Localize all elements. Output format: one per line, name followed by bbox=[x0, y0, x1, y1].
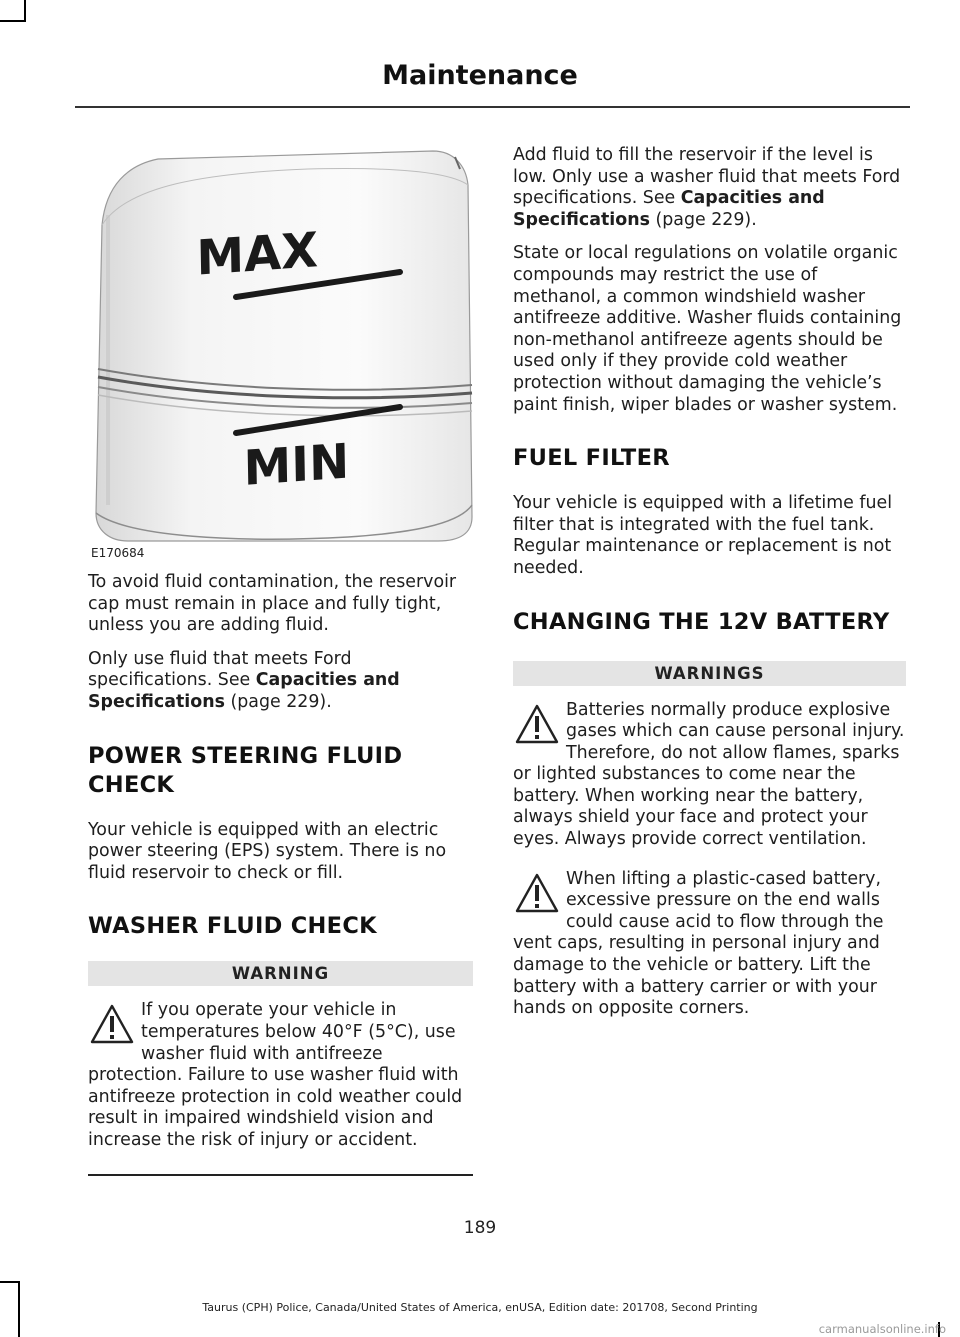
page-number: 189 bbox=[463, 1218, 497, 1238]
paragraph-reservoir-cap: To avoid fluid contamination, the reservoir cap must remain in place and fully tight, unless you are adding fluid. bbox=[88, 572, 457, 636]
min-label: MIN bbox=[243, 433, 350, 497]
footer-edition: Taurus (CPH) Police, Canada/United States of America, enUSA, Edition date: 201708, Second Printing bbox=[202, 1301, 758, 1314]
warning-triangle-icon bbox=[515, 872, 559, 914]
page-reference: (page 229). bbox=[224, 691, 332, 712]
paragraph-fluid-spec bbox=[88, 649, 473, 714]
paragraph-add-fluid bbox=[513, 145, 906, 231]
right-column bbox=[513, 145, 906, 1030]
warning-header: WARNING bbox=[88, 961, 473, 986]
crop-mark bbox=[0, 1281, 20, 1283]
max-label: MAX bbox=[195, 222, 319, 287]
warning-triangle-icon bbox=[515, 703, 559, 745]
page-header-title: Maintenance bbox=[382, 60, 578, 91]
heading-power-steering: POWER STEERING FLUID CHECK bbox=[88, 742, 403, 798]
paragraph-fuel-filter: Your vehicle is equipped with a lifetime fuel filter that is integrated with the fuel tank. Regular maintenance or replacement is not needed. bbox=[513, 493, 893, 578]
text: Add fluid to fill the reservoir if the level is low. Only use a washer fluid that meets Ford specifications. See bbox=[513, 145, 901, 209]
paragraph-eps: Your vehicle is equipped with an electric power steering (EPS) system. There is no fluid reservoir to check or fill. bbox=[88, 819, 447, 883]
heading-fuel-filter: FUEL FILTER bbox=[513, 445, 670, 472]
crop-mark bbox=[24, 0, 26, 22]
warning-text: If you operate your vehicle in temperatures below 40°F (5°C), use washer fluid with antifreeze protection. Failure to use washer fluid with antifreeze protection in cold weather could result in impaired windshield vision and increase the risk of injury or accident. bbox=[88, 1000, 463, 1150]
page-reference: (page 229). bbox=[649, 209, 757, 230]
link-capacities-specifications[interactable]: Capacities and Specifications bbox=[513, 188, 825, 230]
warning-block bbox=[88, 1000, 473, 1161]
heading-changing-battery: CHANGING THE 12V BATTERY bbox=[513, 608, 890, 635]
link-capacities-specifications[interactable]: Capacities and Specifications bbox=[88, 670, 400, 712]
heading-washer-fluid: WASHER FLUID CHECK bbox=[88, 913, 377, 940]
warning-lifting-battery: When lifting a plastic-cased battery, excessive pressure on the end walls could cause acid to flow through the vent caps, resulting in personal injury and damage to the vehicle or battery. Lift the battery with a battery carrier or with your hands on opposite corners. bbox=[513, 868, 884, 1019]
warnings-header: WARNINGS bbox=[513, 661, 906, 686]
warning-block bbox=[513, 700, 906, 861]
warning-end-rule bbox=[88, 1174, 473, 1176]
warning-explosive-gases: Batteries normally produce explosive gases which can cause personal injury. Therefore, do not allow flames, sparks or lighted substances to come near the battery. When working near the battery, always shield your face and protect your eyes. Always provide correct ventilation. bbox=[513, 699, 905, 850]
reservoir-figure bbox=[88, 145, 473, 560]
warning-triangle-icon bbox=[90, 1003, 134, 1045]
figure-label: E170684 bbox=[91, 546, 145, 560]
watermark: carmanualsonline.info bbox=[818, 1322, 946, 1336]
reservoir-illustration bbox=[88, 145, 473, 560]
header-rule bbox=[75, 106, 910, 108]
paragraph-regulations: State or local regulations on volatile organic compounds may restrict the use of methanol, a common windshield washer antifreeze additive. Washer fluids containing non-methanol antifreeze agents should be used only if they provide cold weather protection without damaging the vehicle’s paint finish, wiper blades or washer system. bbox=[513, 243, 902, 415]
left-column bbox=[88, 145, 473, 1176]
warning-block bbox=[513, 869, 906, 1030]
crop-mark bbox=[0, 20, 26, 22]
text: Only use fluid that meets Ford specifications. See bbox=[88, 648, 352, 691]
